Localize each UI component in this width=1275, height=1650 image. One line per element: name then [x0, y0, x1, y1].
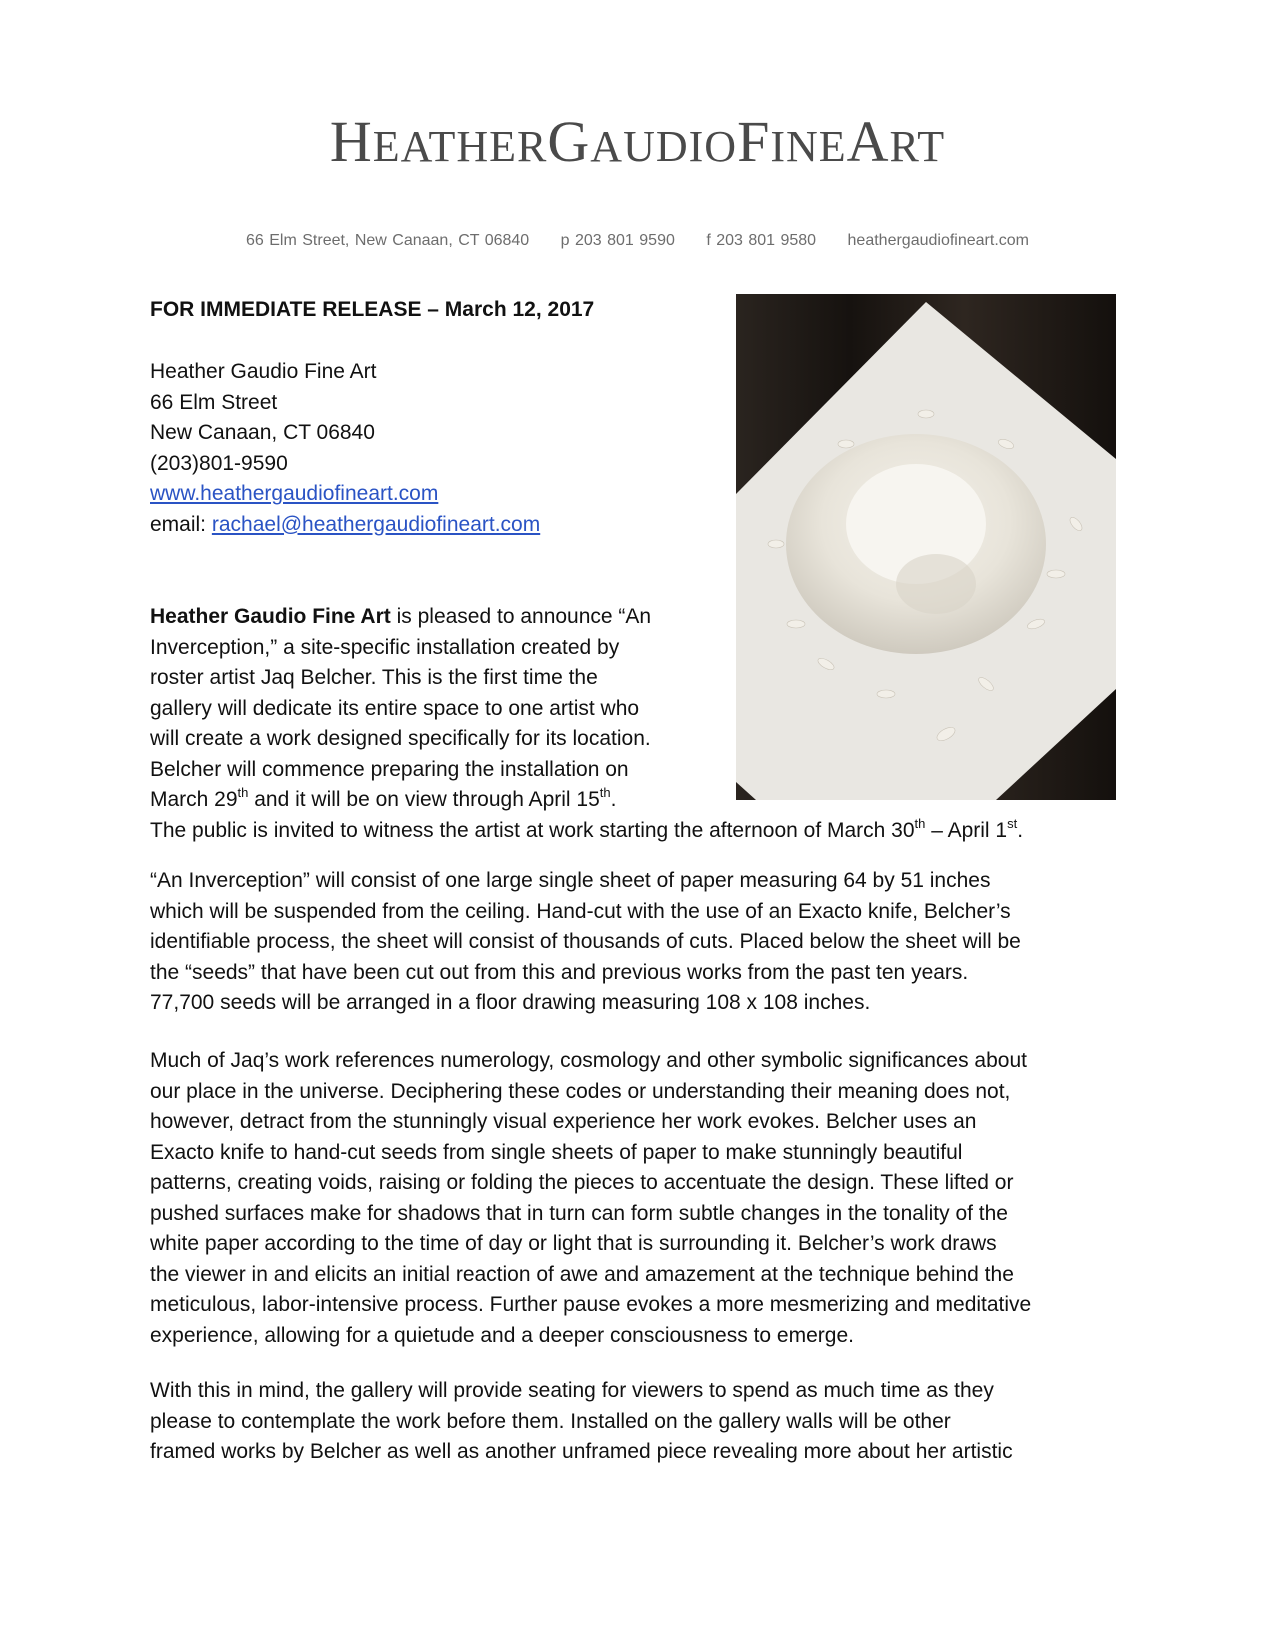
paragraph-line: the viewer in and elicits an initial reaction of awe and amazement at the technique behind the: [150, 1262, 1014, 1286]
email-link[interactable]: rachael@heathergaudiofineart.com: [211, 512, 541, 536]
release-line: FOR IMMEDIATE RELEASE – March 12, 2017: [150, 298, 595, 321]
letterhead-contact-line: [0, 232, 1275, 250]
paragraph-line: patterns, creating voids, raising or folding the pieces to accentuate the design. These lifted or: [150, 1171, 1014, 1194]
intro-paragraph: [150, 602, 1150, 846]
paragraph-line: white paper according to the time of day or light that is surrounding it. Belcher’s work draws: [150, 1232, 997, 1255]
paragraph-line: please to contemplate the work before them. Installed on the gallery walls will be other: [150, 1409, 951, 1433]
gallery-logo: HEATHERGAUDIOFINEART: [329, 109, 946, 174]
paragraph-line: meticulous, labor-intensive process. Further pause evokes a more mesmerizing and meditative: [150, 1293, 1032, 1316]
paragraph-line: 77,700 seeds will be arranged in a floor drawing measuring 108 x 108 inches.: [150, 991, 871, 1014]
paragraph-line: framed works by Belcher as well as another unframed piece revealing more about her artistic: [150, 1440, 1013, 1463]
website-link[interactable]: www.heathergaudiofineart.com: [150, 482, 439, 505]
contact-city: New Canaan, CT 06840: [150, 421, 375, 444]
contact-block: [150, 357, 540, 540]
paragraph-seating: [150, 1376, 1130, 1468]
intro-line-7: March 29th and it will be on view through April 15th.: [150, 785, 617, 811]
contact-phone: (203)801-9590: [150, 451, 288, 475]
paragraph-line: Much of Jaq’s work references numerology, cosmology and other symbolic significances about: [150, 1049, 1027, 1072]
intro-gallery-name: Heather Gaudio Fine Art: [150, 605, 391, 628]
email-label: email:: [150, 512, 212, 536]
intro-line-1: is pleased to announce “An: [390, 605, 652, 628]
paragraph-line: which will be suspended from the ceiling. Hand-cut with the use of an Exacto knife, Belcher’s: [150, 899, 1011, 923]
paragraph-line: Exacto knife to hand-cut seeds from single sheets of paper to make stunningly beautiful: [150, 1140, 963, 1164]
paragraph-line: With this in mind, the gallery will provide seating for viewers to spend as much time as they: [150, 1379, 994, 1402]
paragraph-line: identifiable process, the sheet will consist of thousands of cuts. Placed below the sheet will be: [150, 930, 1021, 953]
letterhead-website: heathergaudiofineart.com: [847, 232, 1029, 249]
letterhead-phone: p 203 801 9590: [560, 232, 675, 249]
letterhead-fax: f 203 801 9580: [706, 232, 817, 249]
letterhead-address: 66 Elm Street, New Canaan, CT 06840: [246, 232, 530, 249]
intro-line-2: Inverception,” a site-specific installation created by: [150, 635, 620, 659]
paragraph-artist-work: [150, 1046, 1130, 1351]
contact-name: Heather Gaudio Fine Art: [150, 360, 377, 383]
intro-line-6: Belcher will commence preparing the installation on: [150, 757, 629, 781]
paragraph-line: pushed surfaces make for shadows that in turn can form subtle changes in the tonality of the: [150, 1201, 1008, 1225]
intro-line-4: gallery will dedicate its entire space to one artist who: [150, 696, 640, 720]
paragraph-line: our place in the universe. Deciphering these codes or understanding their meaning does not,: [150, 1079, 1011, 1103]
paragraph-installation: [150, 866, 1130, 1019]
paragraph-line: “An Inverception” will consist of one large single sheet of paper measuring 64 by 51 inches: [150, 869, 991, 892]
contact-street: 66 Elm Street: [150, 390, 278, 414]
intro-line-3: roster artist Jaq Belcher. This is the first time the: [150, 666, 598, 689]
intro-line-5: will create a work designed specifically for its location.: [150, 727, 651, 750]
intro-line-8: The public is invited to witness the artist at work starting the afternoon of March 30th – April 1st.: [150, 815, 1024, 842]
paragraph-line: the “seeds” that have been cut out from this and previous works from the past ten years.: [150, 960, 969, 984]
paragraph-line: however, detract from the stunningly visual experience her work evokes. Belcher uses an: [150, 1110, 977, 1133]
paragraph-line: experience, allowing for a quietude and a deeper consciousness to emerge.: [150, 1323, 854, 1347]
